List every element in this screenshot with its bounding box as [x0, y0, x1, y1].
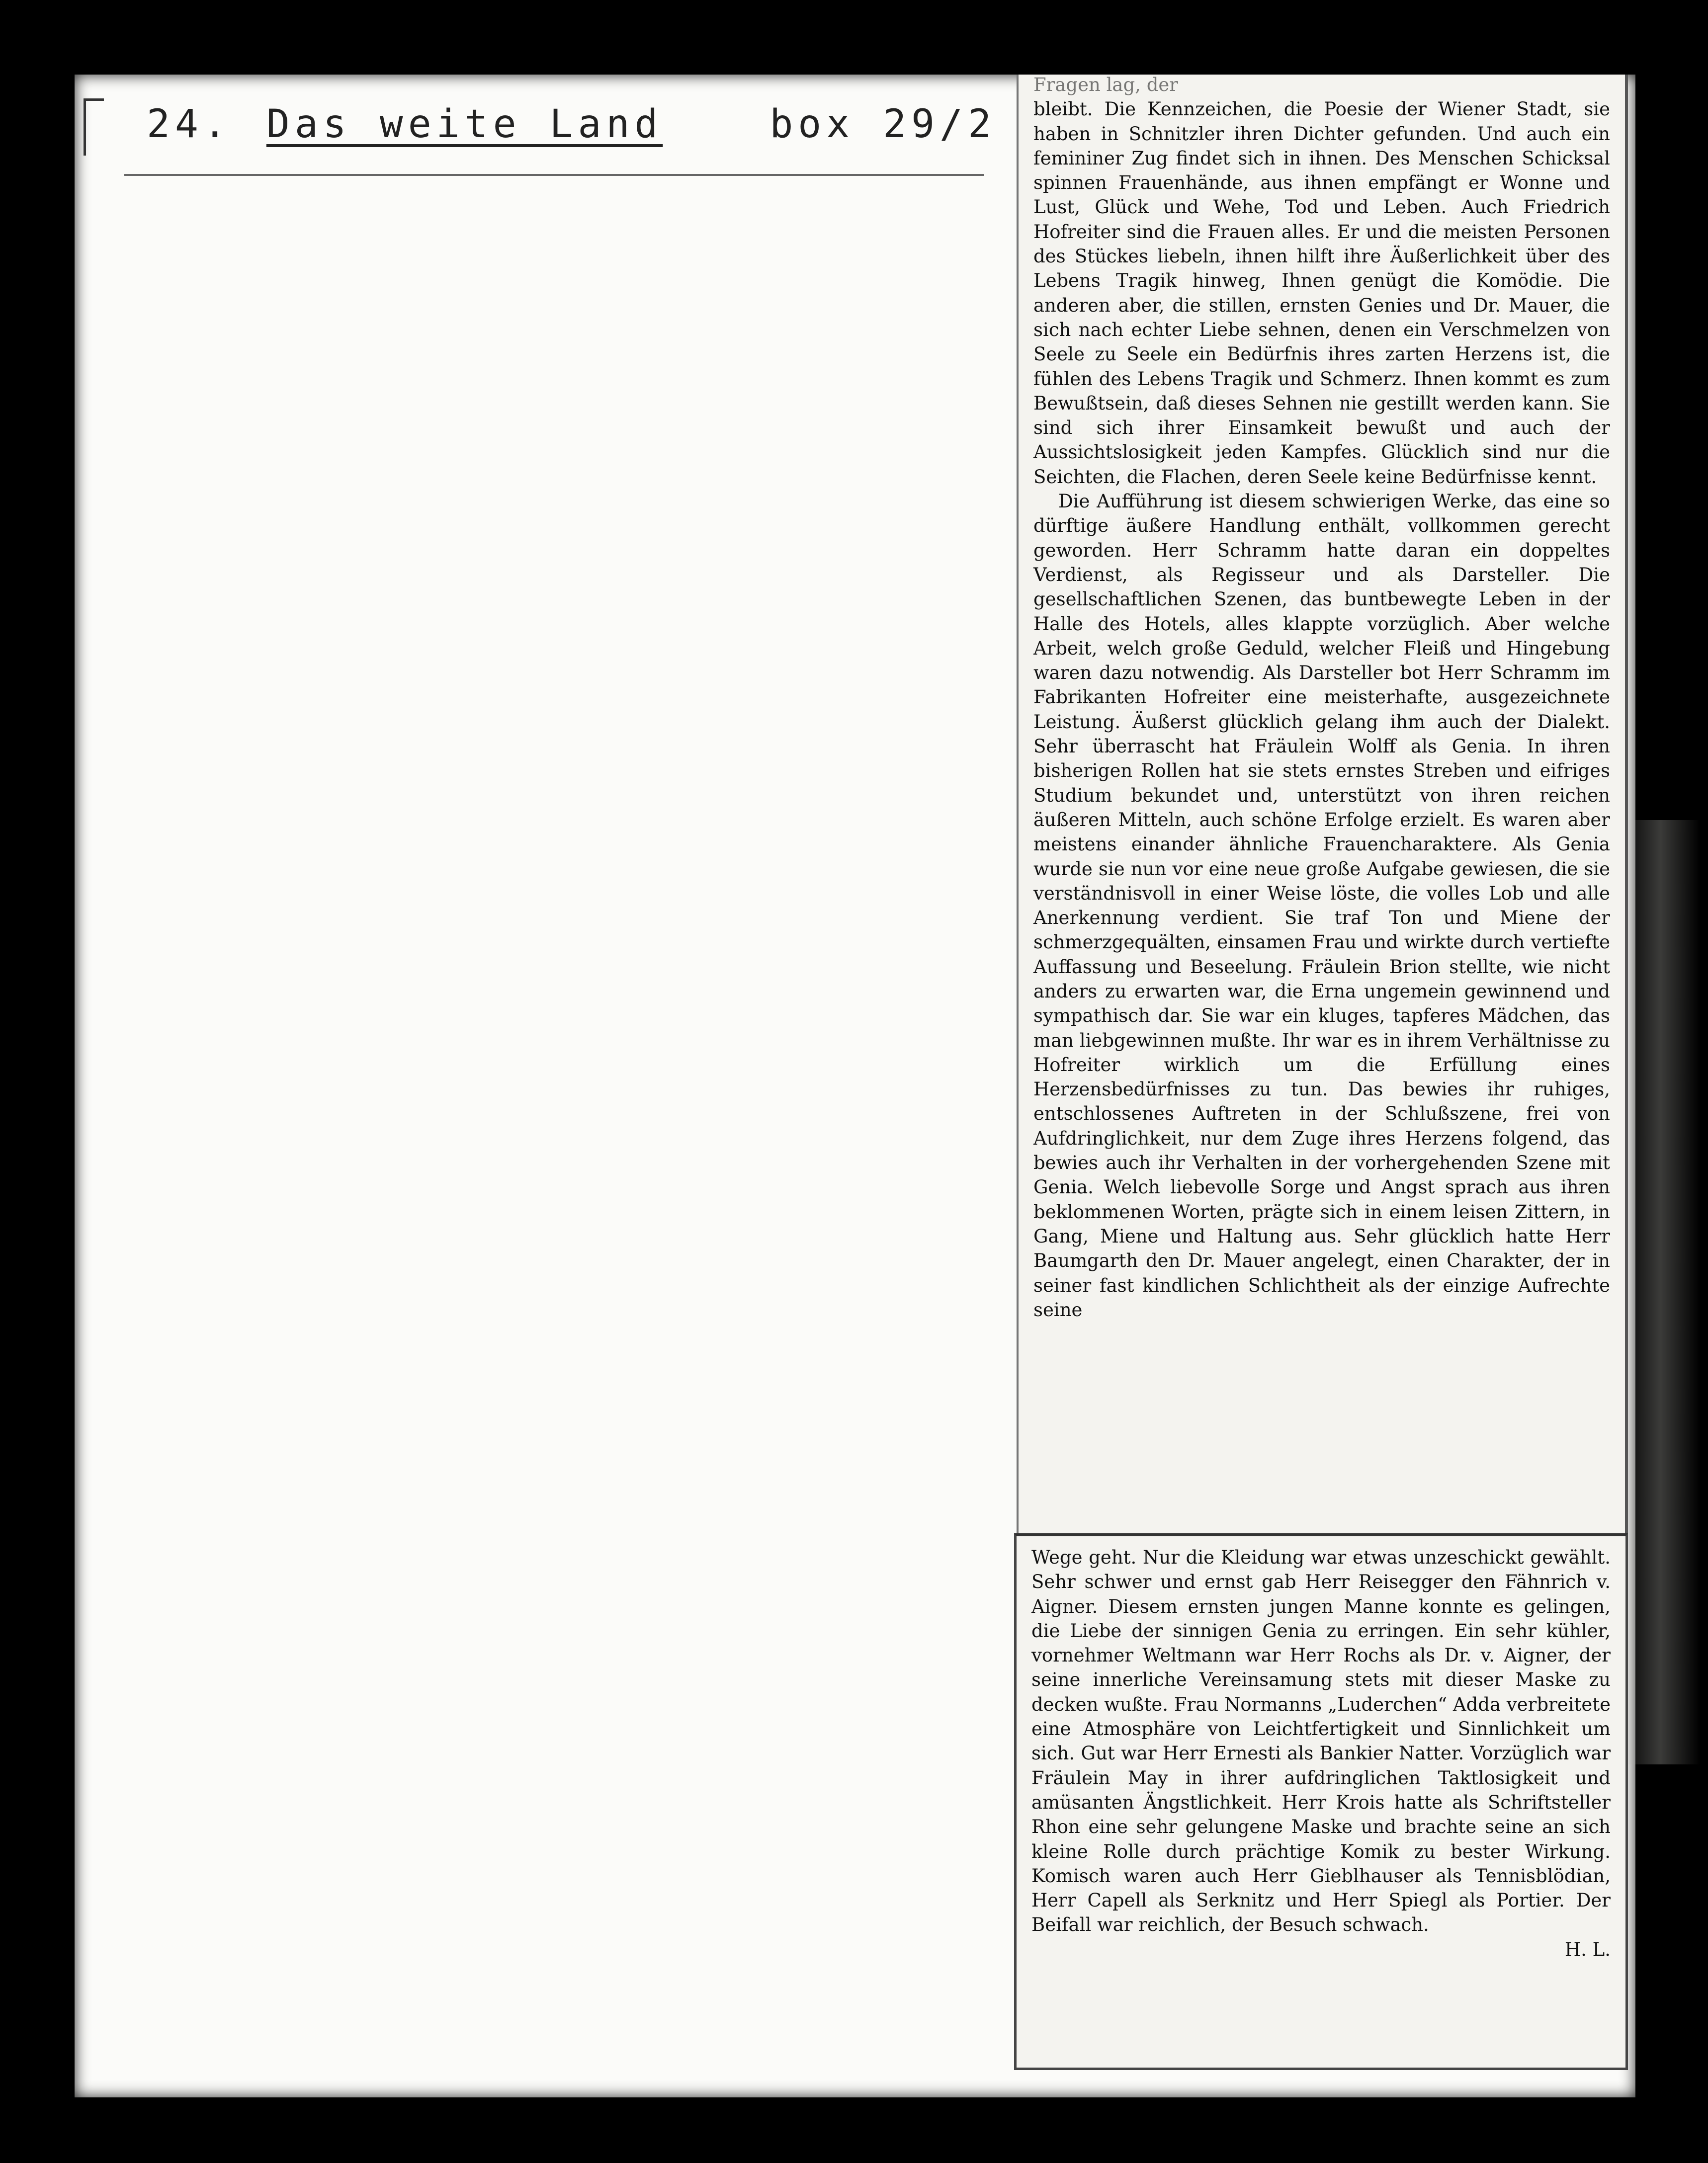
clipping-paragraph-1: bleibt. Die Kennzeichen, die Poesie der Wiener Stadt, sie haben in Schnitzler ihren Dichter gefunden. Und auch ein femininer Zug findet sich in ihnen. Des Menschen Schicksal spinnen Frauenhände, aus ihnen empfängt er Wonne und Lust, Glück und Wehe, Tod und Leben. Auch Friedrich Hofreiter sind die Frauen alles. Er und die meisten Personen des Stückes liebeln, ihnen hilft ihre Äußerlichkeit über des Lebens Tragik hinweg, Ihnen genügt die Komödie. Die anderen aber, die stillen, ernsten Genies und Dr. Mauer, die sich nach echter Liebe sehnen, denen ein Verschmelzen von Seele zu Seele ein Bedürfnis ihres zarten Herzens ist, die fühlen des Lebens Tragik und Schmerz. Ihnen kommt es zum Bewußtsein, daß dieses Sehnen nie gestillt werden kann. Sie sind sich ihrer Einsamkeit bewußt und auch der Aussichtslosigkeit jeden Kampfes. Glücklich sind nur die Seichten, die Flachen, deren Seele keine Bedürfnisse kennt. — [1033, 98, 1610, 488]
clipping-top-fragment: Fragen lag, der — [1033, 74, 1178, 95]
scan-smudge — [1621, 820, 1700, 1764]
archive-header — [147, 102, 996, 147]
play-title: Das weite Land — [266, 102, 663, 147]
newspaper-clipping-main — [1017, 75, 1628, 1541]
newspaper-clipping-continuation — [1014, 1533, 1628, 2070]
header-rule — [124, 174, 984, 176]
clipping-paragraph-2: Die Aufführung ist diesem schwierigen Werke, das eine so dürftige äußere Handlung enthält, vollkommen gerecht geworden. Herr Schramm hatte daran ein doppeltes Verdienst, als Regisseur und als Darsteller. Die gesellschaftlichen Szenen, das buntbewegte Leben in der Halle des Hotels, alles klappte vorzüglich. Aber welche Arbeit, welch große Geduld, welcher Fleiß und Hingebung waren dazu notwendig. Als Darsteller bot Herr Schramm im Fabrikanten Hofreiter eine meisterhafte, ausgezeichnete Leistung. Äußerst glücklich gelang ihm auch der Dialekt. Sehr überrascht hat Fräulein Wolff als Genia. In ihren bisherigen Rollen hat sie stets ernstes Streben und eifriges Studium bekundet und, unterstützt von ihren reichen äußeren Mitteln, auch schöne Erfolge erzielt. Es waren aber meistens einander ähnliche Frauencharaktere. Als Genia wurde sie nun vor eine neue große Aufgabe gewiesen, die sie verständnisvoll in einer Weise löste, die volles Lob und alle Anerkennung verdient. Sie traf Ton und Miene der schmerzgequälten, einsamen Frau und wirkte durch vertiefte Auffassung und Beseelung. Fräulein Brion stellte, wie nicht anders zu erwarten war, die Erna ungemein gewinnend und sympathisch dar. Sie war ein kluges, tapferes Mädchen, das man liebgewinnen mußte. Ihr war es in ihrem Verhältnisse zu Hofreiter wirklich um die Erfüllung eines Herzensbedürfnisses zu tun. Das bewies ihr ruhiges, entschlossenes Auftreten in der Schlußszene, frei von Aufdringlichkeit, nur dem Zuge ihres Herzens folgend, das bewies auch ihr Verhalten in der vorhergehenden Szene mit Genia. Welch liebevolle Sorge und Angst sprach aus ihren beklommenen Worten, prägte sich in einem leisen Zittern, in Gang, Miene und Haltung aus. Sehr glücklich hatte Herr Baumgarth den Dr. Mauer angelegt, einen Charakter, der in seiner fast kindlichen Schlichtheit als der einzige Aufrechte seine — [1033, 491, 1610, 1321]
item-number: 24. — [147, 102, 232, 147]
archive-sheet — [75, 75, 1635, 2097]
corner-mark — [84, 98, 104, 156]
box-label: box 29/2 — [769, 102, 997, 147]
clipping-signature: H. L. — [1564, 1938, 1611, 1960]
clipping-continuation-text: Wege geht. Nur die Kleidung war etwas unzeschickt gewählt. Sehr schwer und ernst gab Herr Reisegger den Fähnrich v. Aigner. Diesem ernsten jungen Manne konnte es gelingen, die Liebe der sinnigen Genia zu erringen. Ein sehr kühler, vornehmer Weltmann war Herr Rochs als Dr. v. Aigner, der seine innerliche Vereinsamung stets mit dieser Maske zu decken wußte. Frau Normanns „Luderchen“ Adda verbreitete eine Atmosphäre von Leichtfertigkeit und Sinnlichkeit um sich. Gut war Herr Ernesti als Bankier Natter. Vorzüglich war Fräulein May in ihrer aufdringlichen Taktlosigkeit und amüsanten Ängstlichkeit. Herr Krois hatte als Schriftsteller Rhon eine sehr gelungene Maske und brachte seine an sich kleine Rolle durch prächtige Komik zu bester Wirkung. Komisch waren auch Herr Gieblhauser als Tennisblödian, Herr Capell als Serknitz und Herr Spiegl als Portier. Der Beifall war reichlich, der Besuch schwach. — [1031, 1547, 1611, 1936]
